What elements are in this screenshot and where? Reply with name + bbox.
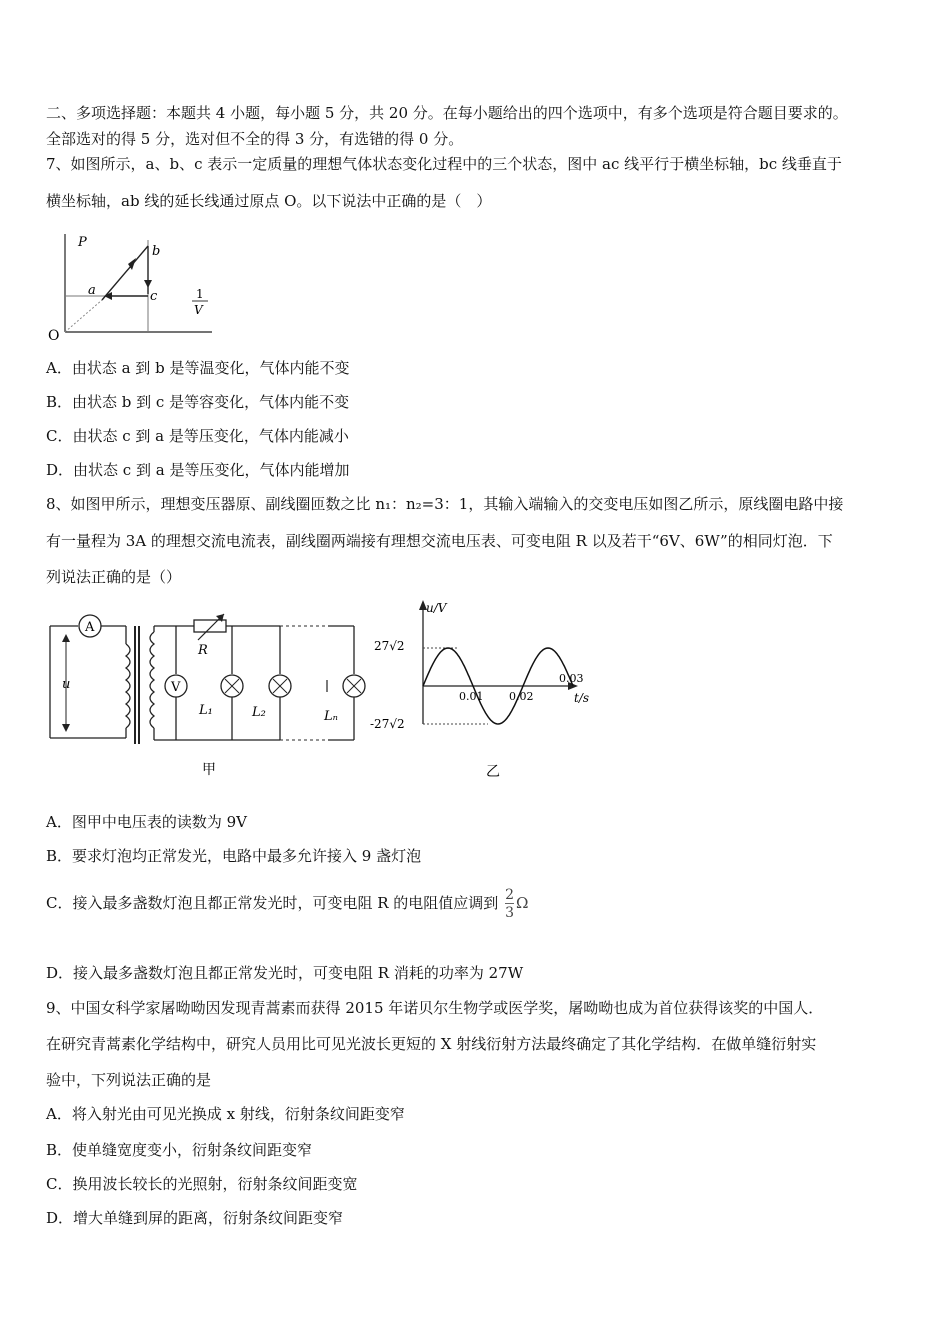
l1-label: L₁ xyxy=(199,703,213,718)
q9-stem-line3: 验中，下列说法正确的是 xyxy=(46,1071,212,1089)
frac-den: 3 xyxy=(505,905,515,921)
ymax-label: 27√2 xyxy=(374,639,405,653)
frac-num: 2 xyxy=(505,887,515,903)
r-label: R xyxy=(198,643,208,658)
q7-pv-diagram xyxy=(40,228,220,346)
section-header-line1: 二、多项选择题：本题共 4 小题，每小题 5 分，共 20 分。在每小题给出的四个选项中，有多个选项是符合题目要求的。 xyxy=(46,104,848,122)
q8-voltage-chart xyxy=(368,598,598,784)
origin-extension xyxy=(65,300,102,332)
variable-resistor xyxy=(194,620,226,632)
q8-stem-line2: 有一量程为 3A 的理想交流电流表，副线圈两端接有理想交流电压表、可变电阻 R 以及若干“6V、6W”的相同灯泡．下 xyxy=(46,532,833,550)
o-label: O xyxy=(48,328,60,344)
a-label: a xyxy=(88,283,96,298)
caption-yi: 乙 xyxy=(486,764,500,780)
ohm-unit: Ω xyxy=(516,894,529,912)
q7-stem-line1: 7、如图所示，a、b、c 表示一定质量的理想气体状态变化过程中的三个状态，图中 ac 线平行于横坐标轴，bc 线垂直于 xyxy=(46,155,842,173)
q9-option-d[interactable]: D．增大单缝到屏的距离，衍射条纹间距变窄 xyxy=(46,1209,344,1227)
primary-coil xyxy=(126,644,130,728)
t3-label: 0.03 xyxy=(559,672,584,685)
q9-option-a[interactable]: A．将入射光由可见光换成 x 射线，衍射条纹间距变窄 xyxy=(46,1105,405,1123)
t1-label: 0.01 xyxy=(459,690,484,703)
q8-stem-line1: 8、如图甲所示，理想变压器原、副线圈匝数之比 n₁：n₂=3：1，其输入端输入的交变电压如图乙所示，原线圈电路中接 xyxy=(46,495,844,513)
t2-label: 0.02 xyxy=(509,690,534,703)
q7-option-a[interactable]: A．由状态 a 到 b 是等温变化，气体内能不变 xyxy=(46,359,350,377)
u-label: u xyxy=(62,677,71,692)
y-axis-label: u/V xyxy=(426,601,447,615)
ammeter-label: A xyxy=(85,620,95,635)
q8-option-c: C．接入最多盏数灯泡且都正常发光时，可变电阻 R 的电阻值应调到 xyxy=(46,894,499,912)
q7-option-c[interactable]: C．由状态 c 到 a 是等压变化，气体内能减小 xyxy=(46,427,349,445)
q8-circuit-diagram xyxy=(44,604,374,782)
p-label: P xyxy=(78,235,87,250)
resistance-fraction xyxy=(505,887,514,921)
ab-process xyxy=(102,246,148,300)
b-label: b xyxy=(152,244,161,259)
q9-option-c[interactable]: C．换用波长较长的光照射，衍射条纹间距变宽 xyxy=(46,1175,358,1193)
x-den: V xyxy=(194,303,203,317)
c-label: c xyxy=(150,289,158,304)
q8-option-b[interactable]: B．要求灯泡均正常发光，电路中最多允许接入 9 盏灯泡 xyxy=(46,847,422,865)
t-axis-label: t/s xyxy=(574,691,590,705)
x-num: 1 xyxy=(196,287,204,301)
q7-option-d[interactable]: D．由状态 c 到 a 是等压变化，气体内能增加 xyxy=(46,461,350,479)
q9-stem-line1: 9、中国女科学家屠呦呦因发现青蒿素而获得 2015 年诺贝尔生物学或医学奖，屠呦呦也成为首位获得该奖的中国人． xyxy=(46,999,824,1017)
q9-stem-line2: 在研究青蒿素化学结构中，研究人员用比可见光波长更短的 X 射线衍射方法最终确定了其化学结构．在做单缝衍射实 xyxy=(46,1035,817,1053)
q8-option-c-row[interactable] xyxy=(46,883,528,923)
q8-stem-line3: 列说法正确的是（） xyxy=(46,568,182,586)
q8-option-a[interactable]: A．图甲中电压表的读数为 9V xyxy=(46,813,247,831)
q8-option-d[interactable]: D．接入最多盏数灯泡且都正常发光时，可变电阻 R 消耗的功率为 27W xyxy=(46,964,524,982)
l2-label: L₂ xyxy=(252,705,266,720)
voltmeter-label: V xyxy=(171,680,181,695)
bc-arrow xyxy=(144,280,152,288)
q9-option-b[interactable]: B．使单缝宽度变小，衍射条纹间距变窄 xyxy=(46,1141,313,1159)
q7-option-b[interactable]: B．由状态 b 到 c 是等容变化，气体内能不变 xyxy=(46,393,350,411)
ln-label: Lₙ xyxy=(324,709,338,724)
ymin-label: -27√2 xyxy=(370,717,405,731)
secondary-coil xyxy=(150,632,154,728)
caption-jia: 甲 xyxy=(202,762,216,778)
q7-stem-line2: 横坐标轴，ab 线的延长线通过原点 O。以下说法中正确的是（ ） xyxy=(46,192,492,210)
section-header-line2: 全部选对的得 5 分，选对但不全的得 3 分，有选错的得 0 分。 xyxy=(46,130,464,148)
